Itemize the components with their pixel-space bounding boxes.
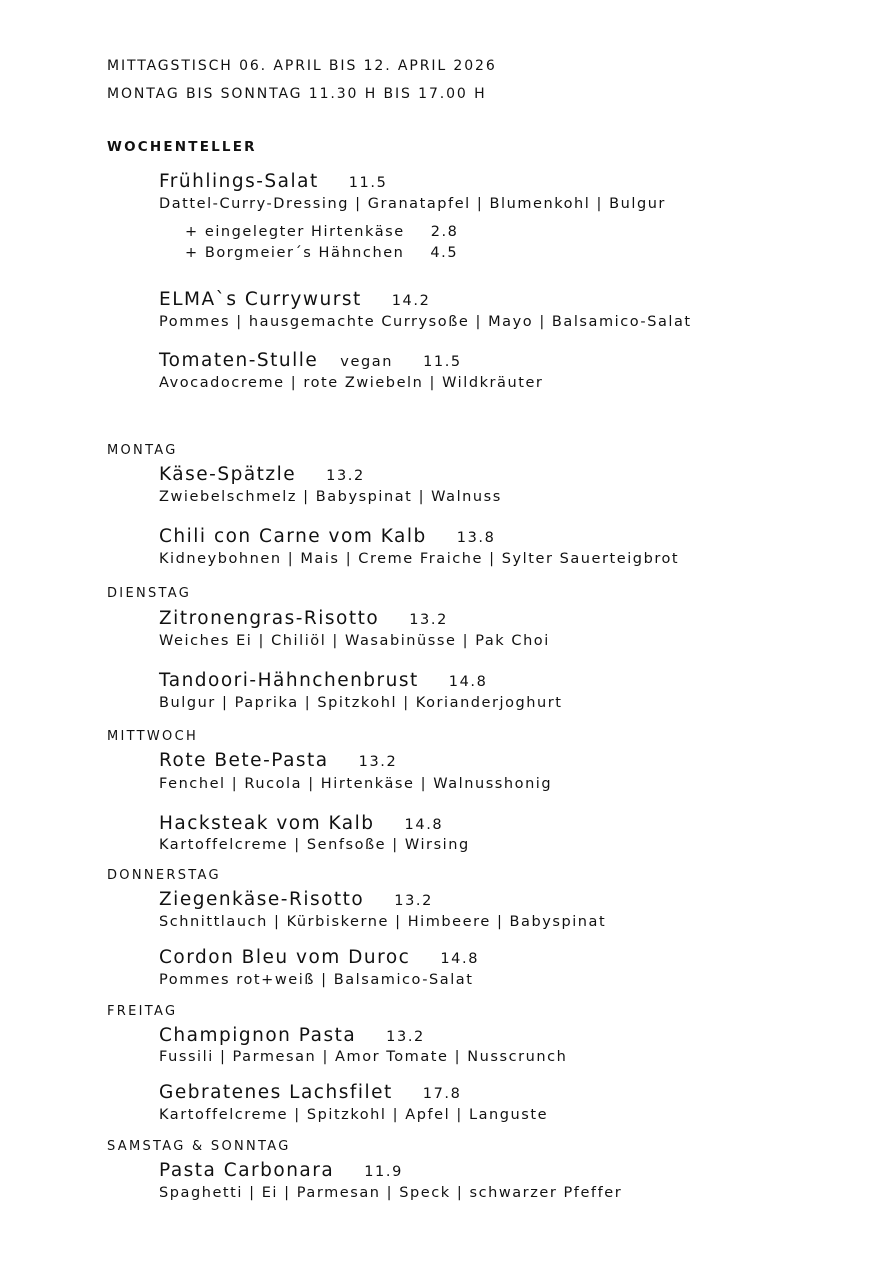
dish-description: Zwiebelschmelz | Babyspinat | Walnuss [159,489,502,505]
dish-description: Fussili | Parmesan | Amor Tomate | Nusscrunch [159,1049,568,1065]
dish-name: Tandoori-Hähnchenbrust [159,670,419,691]
dish-title [159,171,387,192]
dish-price: 13.2 [358,754,398,770]
dish-price: 14.8 [440,951,480,967]
dish-price: 14.2 [391,293,431,309]
dish-title [159,947,479,968]
dish-title [159,1160,403,1181]
addon-label: + Borgmeier´s Hähnchen [185,245,405,261]
dish-description: Pommes rot+weiß | Balsamico-Salat [159,972,474,988]
dish-name: ELMA`s Currywurst [159,289,362,310]
dish-description: Spaghetti | Ei | Parmesan | Speck | schwarzer Pfeffer [159,1185,623,1201]
dish-price: 13.2 [386,1029,425,1045]
dish-title [159,1025,425,1046]
addon-price: 2.8 [430,224,459,240]
dish-name: Ziegenkäse-Risotto [159,889,365,910]
dish-title [159,1082,461,1103]
section-title-wochenteller: WOCHENTELLER [107,139,257,155]
addon-label: + eingelegter Hirtenkäse [185,224,405,240]
dish-name: Hacksteak vom Kalb [159,813,375,834]
dish-description: Dattel-Curry-Dressing | Granatapfel | Blumenkohl | Bulgur [159,196,666,212]
dish-description: Fenchel | Rucola | Hirtenkäse | Walnusshonig [159,776,553,792]
dish-name: Rote Bete-Pasta [159,750,329,771]
dish-name: Pasta Carbonara [159,1160,335,1181]
dish-description: Bulgur | Paprika | Spitzkohl | Korianderjoghurt [159,695,563,711]
dish-name: Tomaten-Stulle [159,350,319,371]
dish-description: Kartoffelcreme | Senfsoße | Wirsing [159,837,470,853]
dish-title [159,526,495,547]
dish-title [159,464,365,485]
dish-price: 14.8 [448,674,488,690]
day-heading-montag: MONTAG [107,443,178,458]
day-heading-dienstag: DIENSTAG [107,586,192,601]
addon-price: 4.5 [430,245,459,261]
dish-title [159,750,397,771]
header-opening-hours: MONTAG BIS SONNTAG 11.30 H BIS 17.00 H [107,86,487,102]
dish-title [159,670,487,691]
dish-price: 14.8 [404,817,444,833]
dish-title [159,608,448,629]
dish-name: Cordon Bleu vom Duroc [159,947,411,968]
addon-item [185,224,458,240]
dish-title [159,289,430,310]
dish-description: Pommes | hausgemachte Currysoße | Mayo | Balsamico-Salat [159,314,692,330]
addon-item [185,245,458,261]
dish-price: 11.5 [423,354,462,370]
dish-price: 13.2 [326,468,365,484]
dish-title [159,889,433,910]
dish-price: 11.5 [348,175,388,191]
dish-description: Weiches Ei | Chiliöl | Wasabinüsse | Pak Choi [159,633,550,649]
dish-name: Käse-Spätzle [159,464,297,485]
dish-price: 13.2 [394,893,433,909]
dish-description: Schnittlauch | Kürbiskerne | Himbeere | Babyspinat [159,914,607,930]
dish-name: Gebratenes Lachsfilet [159,1082,393,1103]
dish-name: Frühlings-Salat [159,171,319,192]
day-heading-mittwoch: MITTWOCH [107,729,199,744]
dish-price: 17.8 [422,1086,462,1102]
dish-title [159,350,462,371]
header-date-range: MITTAGSTISCH 06. APRIL BIS 12. APRIL 2026 [107,58,497,74]
dish-description: Kartoffelcreme | Spitzkohl | Apfel | Languste [159,1107,549,1123]
day-heading-wochenende: SAMSTAG & SONNTAG [107,1139,291,1154]
dish-tag-vegan: vegan [340,354,394,370]
dish-name: Chili con Carne vom Kalb [159,526,427,547]
dish-title [159,813,443,834]
day-heading-freitag: FREITAG [107,1004,178,1019]
dish-price: 11.9 [364,1164,403,1180]
dish-description: Kidneybohnen | Mais | Creme Fraiche | Sylter Sauerteigbrot [159,551,680,567]
dish-price: 13.2 [409,612,448,628]
dish-name: Zitronengras-Risotto [159,608,380,629]
dish-price: 13.8 [456,530,496,546]
dish-description: Avocadocreme | rote Zwiebeln | Wildkräuter [159,375,544,391]
day-heading-donnerstag: DONNERSTAG [107,868,221,883]
dish-name: Champignon Pasta [159,1025,357,1046]
